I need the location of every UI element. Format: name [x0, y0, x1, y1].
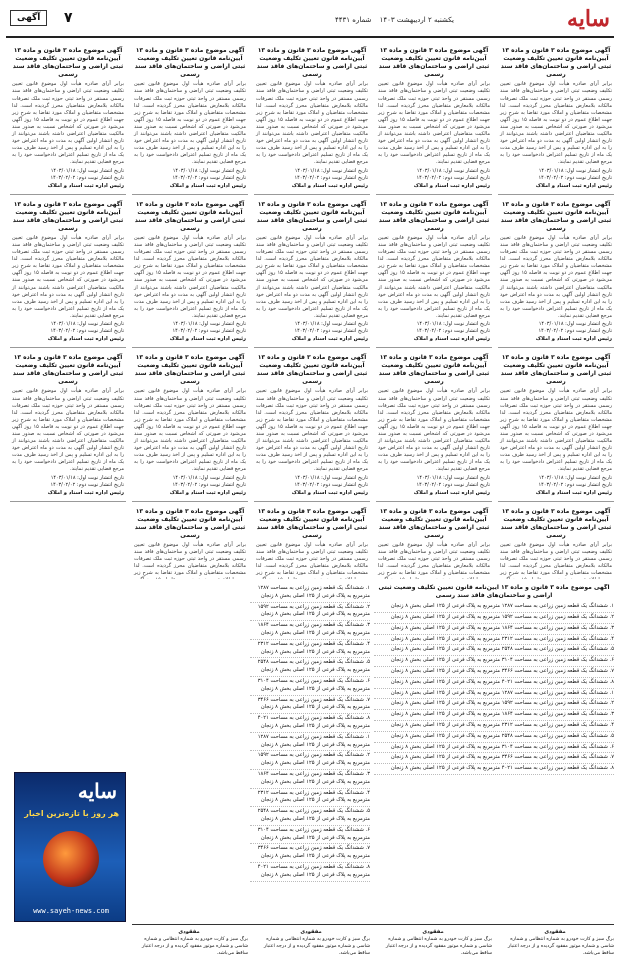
- property-list-item: ۲. ششدانگ یک قطعه زمین زراعی به مساحت ۱۵۹۲ مترمربع به پلاک فرعی از ۱۲۵ اصلی بخش ۸ زنجان: [250, 751, 370, 770]
- notice-second-pub: تاریخ انتشار نوبت دوم: ۱۴۰۳/۰۲/۰۲: [50, 481, 124, 488]
- property-list-item: ۱. ششدانگ یک قطعه زمین زراعی به مساحت ۱۲۸۷ مترمربع به پلاک فرعی از ۱۲۵ اصلی بخش ۸ زنجان: [250, 733, 370, 752]
- notice-first-pub: تاریخ انتشار نوبت اول: ۱۴۰۳/۰۱/۱۸: [50, 321, 124, 328]
- notice-signature: رئیس اداره ثبت اسناد و املاک: [169, 336, 246, 343]
- notice-second-pub: تاریخ انتشار نوبت دوم: ۱۴۰۳/۰۲/۰۲: [538, 481, 612, 488]
- notice-first-pub: تاریخ انتشار نوبت اول: ۱۴۰۳/۰۱/۱۸: [538, 321, 612, 328]
- lost-notice: [130, 929, 248, 957]
- legal-notice: [254, 351, 370, 502]
- property-list-item: ۳. ششدانگ یک قطعه زمین زراعی به مساحت ۱۸۶۴ مترمربع به پلاک فرعی از ۱۲۵ اصلی بخش ۸ زنجان: [374, 624, 614, 635]
- notice-body: برابر آرای صادره هیأت اول موضوع قانون تعیین تکلیف وضعیت ثبتی اراضی و ساختمان‌های فاقد سند رسمی مستقر در واحد ثبتی حوزه ثبت ملک تصرفات مالکانه بلامعارض متقاضیان محرز گردیده است. لذا مشخصات متقاضیان و املاک مورد تقاضا به شرح زیر: [256, 541, 368, 577]
- notice-title: آگهی موضوع ماده ۳ قانون و ماده ۱۳ آیین‌نامه قانون تعیین تکلیف وضعیت ثبتی اراضی و ساختمان‌های فاقد سند رسمی: [500, 354, 612, 386]
- lost-notice-text: برگ سبز و کارت خودرو به شماره انتظامی و شماره شاسی و شماره موتور مفقود گردیده و از درجه اعتبار ساقط می‌باشد.: [263, 937, 370, 956]
- lost-notice-title: مفقودی: [544, 929, 566, 935]
- property-list-item: ۴. ششدانگ یک قطعه زمین زراعی به مساحت ۲۳۱۲ مترمربع به پلاک فرعی از ۱۲۵ اصلی بخش ۸ زنجان: [250, 640, 370, 659]
- notice-first-pub: تاریخ انتشار نوبت اول: ۱۴۰۳/۰۱/۱۸: [416, 321, 490, 328]
- notice-body: برابر آرای صادره هیأت اول موضوع قانون تعیین تکلیف وضعیت ثبتی اراضی و ساختمان‌های فاقد سند رسمی مستقر در واحد ثبتی حوزه ثبت ملک تصرفات مالکانه بلامعارض متقاضیان محرز گردیده است. لذا مشخصات متقاضیان و املاک مورد تقاضا به شرح زیر: [500, 541, 612, 577]
- legal-notice: [376, 198, 492, 349]
- notice-title: آگهی موضوع ماده ۳ قانون و ماده ۱۳ آیین‌نامه قانون تعیین تکلیف وضعیت ثبتی اراضی و ساختمان‌های فاقد سند رسمی: [256, 354, 368, 386]
- legal-notice: [376, 505, 492, 579]
- column-3: [254, 44, 370, 579]
- notice-second-pub: تاریخ انتشار نوبت دوم: ۱۴۰۳/۰۲/۰۲: [294, 481, 368, 488]
- notice-first-pub: تاریخ انتشار نوبت اول: ۱۴۰۳/۰۱/۱۸: [416, 167, 490, 174]
- notice-second-pub: تاریخ انتشار نوبت دوم: ۱۴۰۳/۰۲/۰۲: [50, 174, 124, 181]
- newspaper-page: [6, 4, 614, 954]
- column-1: [498, 44, 614, 579]
- notice-body: برابر آرای صادره هیأت اول موضوع قانون تعیین تکلیف وضعیت ثبتی اراضی و ساختمان‌های فاقد سند رسمی مستقر در واحد ثبتی حوزه ثبت ملک تصرفات مالکانه بلامعارض متقاضیان محرز گردیده است. لذا مشخصات متقاضیان و املاک مورد تقاضا به شرح زیر: [378, 541, 490, 577]
- column-5: [10, 44, 126, 505]
- notice-signature: رئیس اداره ثبت اسناد و املاک: [169, 182, 246, 189]
- property-list-item: ۸. ششدانگ یک قطعه زمین زراعی به مساحت ۴۰۲۱ مترمربع به پلاک فرعی از ۱۲۵ اصلی بخش ۸ زنجان: [374, 678, 614, 689]
- promo-url[interactable]: www.sayeh-news.com: [33, 907, 109, 915]
- notice-body: برابر آرای صادره هیأت اول موضوع قانون تعیین تکلیف وضعیت ثبتی اراضی و ساختمان‌های فاقد سند رسمی مستقر در واحد ثبتی حوزه ثبت ملک تصرفات مالکانه بلامعارض متقاضیان محرز گردیده است. لذا مشخصات متقاضیان و املاک مورد تقاضا به شرح زیر جهت اطلاع عموم در دو نوبت به فاصله ۱۵ روز آگهی می‌شود در صورتی که اشخاص نسبت به صدور سند مالکیت متقاضیان اعتراضی داشته باشند می‌توانند از تاریخ انتشار اولین آگهی به مدت دو ماه اعتراض خود را به این اداره تسلیم و پس از اخذ رسید ظرف مدت یک ماه از تاریخ تسلیم اعتراض دادخواست خود را به مرجع قضایی تقدیم نمایند.: [500, 234, 612, 319]
- legal-notice: [132, 44, 248, 195]
- legal-notice: [254, 44, 370, 195]
- notice-second-pub: تاریخ انتشار نوبت دوم: ۱۴۰۳/۰۲/۰۲: [50, 328, 124, 335]
- notice-title: آگهی موضوع ماده ۳ قانون و ماده ۱۳ آیین‌نامه قانون تعیین تکلیف وضعیت ثبتی اراضی و ساختمان‌های فاقد سند رسمی: [256, 47, 368, 79]
- notice-title: آگهی موضوع ماده ۳ قانون و ماده ۱۳ آیین‌نامه قانون تعیین تکلیف وضعیت ثبتی اراضی و ساختمان‌های فاقد سند رسمی: [12, 47, 124, 79]
- property-list-item: ۵. ششدانگ یک قطعه زمین زراعی به مساحت ۲۵۴۸ مترمربع به پلاک فرعی از ۱۲۵ اصلی بخش ۸ زنجان: [374, 645, 614, 656]
- notice-title: آگهی موضوع ماده ۳ قانون و ماده ۱۳ آیین‌نامه قانون تعیین تکلیف وضعیت ثبتی اراضی و ساختمان‌های فاقد سند رسمی: [134, 47, 246, 79]
- notice-body: برابر آرای صادره هیأت اول موضوع قانون تعیین تکلیف وضعیت ثبتی اراضی و ساختمان‌های فاقد سند رسمی مستقر در واحد ثبتی حوزه ثبت ملک تصرفات مالکانه بلامعارض متقاضیان محرز گردیده است. لذا مشخصات متقاضیان و املاک مورد تقاضا به شرح زیر جهت اطلاع عموم در دو نوبت به فاصله ۱۵ روز آگهی می‌شود در صورتی که اشخاص نسبت به صدور سند مالکیت متقاضیان اعتراضی داشته باشند می‌توانند از تاریخ انتشار اولین آگهی به مدت دو ماه اعتراض خود را به این اداره تسلیم و پس از اخذ رسید ظرف مدت یک ماه از تاریخ تسلیم اعتراض دادخواست خود را به مرجع قضایی تقدیم نمایند.: [378, 81, 490, 166]
- notice-title: آگهی موضوع ماده ۳ قانون و ماده ۱۳ آیین‌نامه قانون تعیین تکلیف وضعیت ثبتی اراضی و ساختمان‌های فاقد سند رسمی: [500, 200, 612, 232]
- notice-signature: رئیس اداره ثبت اسناد و املاک: [535, 336, 612, 343]
- column-2: [376, 44, 492, 579]
- notice-signature: رئیس اداره ثبت اسناد و املاک: [291, 489, 368, 496]
- notice-body: برابر آرای صادره هیأت اول موضوع قانون تعیین تکلیف وضعیت ثبتی اراضی و ساختمان‌های فاقد سند رسمی مستقر در واحد ثبتی حوزه ثبت ملک تصرفات مالکانه بلامعارض متقاضیان محرز گردیده است. لذا مشخصات متقاضیان و املاک مورد تقاضا به شرح زیر جهت اطلاع عموم در دو نوبت به فاصله ۱۵ روز آگهی می‌شود در صورتی که اشخاص نسبت به صدور سند مالکیت متقاضیان اعتراضی داشته باشند می‌توانند از تاریخ انتشار اولین آگهی به مدت دو ماه اعتراض خود را به این اداره تسلیم و پس از اخذ رسید ظرف مدت یک ماه از تاریخ تسلیم اعتراض دادخواست خود را به مرجع قضایی تقدیم نمایند.: [134, 388, 246, 473]
- notice-second-pub: تاریخ انتشار نوبت دوم: ۱۴۰۳/۰۲/۰۲: [172, 481, 246, 488]
- property-list-item: ۱. ششدانگ یک قطعه زمین زراعی به مساحت ۱۲۸۷ مترمربع به پلاک فرعی از ۱۲۵ اصلی بخش ۸ زنجان: [374, 689, 614, 700]
- notice-body: برابر آرای صادره هیأت اول موضوع قانون تعیین تکلیف وضعیت ثبتی اراضی و ساختمان‌های فاقد سند رسمی مستقر در واحد ثبتی حوزه ثبت ملک تصرفات مالکانه بلامعارض متقاضیان محرز گردیده است. لذا مشخصات متقاضیان و املاک مورد تقاضا به شرح زیر جهت اطلاع عموم در دو نوبت به فاصله ۱۵ روز آگهی می‌شود در صورتی که اشخاص نسبت به صدور سند مالکیت متقاضیان اعتراضی داشته باشند می‌توانند از تاریخ انتشار اولین آگهی به مدت دو ماه اعتراض خود را به این اداره تسلیم و پس از اخذ رسید ظرف مدت یک ماه از تاریخ تسلیم اعتراض دادخواست خود را به مرجع قضایی تقدیم نمایند.: [134, 234, 246, 319]
- legal-notice: [254, 505, 370, 579]
- notice-title: آگهی موضوع ماده ۳ قانون و ماده ۱۳ آیین‌نامه قانون تعیین تکلیف وضعیت ثبتی اراضی و ساختمان‌های فاقد سند رسمی: [378, 47, 490, 79]
- legal-notice: [132, 198, 248, 349]
- property-list-item: ۸. ششدانگ یک قطعه زمین زراعی به مساحت ۴۰۲۱ مترمربع به پلاک فرعی از ۱۲۵ اصلی بخش ۸ زنجان: [374, 764, 614, 775]
- property-list-item: ۸. ششدانگ یک قطعه زمین زراعی به مساحت ۴۰۲۱ مترمربع به پلاک فرعی از ۱۲۵ اصلی بخش ۸ زنجان: [250, 863, 370, 882]
- legal-notice: [498, 198, 614, 349]
- notice-body: برابر آرای صادره هیأت اول موضوع قانون تعیین تکلیف وضعیت ثبتی اراضی و ساختمان‌های فاقد سند رسمی مستقر در واحد ثبتی حوزه ثبت ملک تصرفات مالکانه بلامعارض متقاضیان محرز گردیده است. لذا مشخصات متقاضیان و املاک مورد تقاضا به شرح زیر جهت اطلاع عموم در دو نوبت به فاصله ۱۵ روز آگهی می‌شود در صورتی که اشخاص نسبت به صدور سند مالکیت متقاضیان اعتراضی داشته باشند می‌توانند از تاریخ انتشار اولین آگهی به مدت دو ماه اعتراض خود را به این اداره تسلیم و پس از اخذ رسید ظرف مدت یک ماه از تاریخ تسلیم اعتراض دادخواست خود را به مرجع قضایی تقدیم نمایند.: [12, 234, 124, 319]
- notice-body: برابر آرای صادره هیأت اول موضوع قانون تعیین تکلیف وضعیت ثبتی اراضی و ساختمان‌های فاقد سند رسمی مستقر در واحد ثبتی حوزه ثبت ملک تصرفات مالکانه بلامعارض متقاضیان محرز گردیده است. لذا مشخصات متقاضیان و املاک مورد تقاضا به شرح زیر جهت اطلاع عموم در دو نوبت به فاصله ۱۵ روز آگهی می‌شود در صورتی که اشخاص نسبت به صدور سند مالکیت متقاضیان اعتراضی داشته باشند می‌توانند از تاریخ انتشار اولین آگهی به مدت دو ماه اعتراض خود را به این اداره تسلیم و پس از اخذ رسید ظرف مدت یک ماه از تاریخ تسلیم اعتراض دادخواست خود را به مرجع قضایی تقدیم نمایند.: [500, 81, 612, 166]
- notice-body: برابر آرای صادره هیأت اول موضوع قانون تعیین تکلیف وضعیت ثبتی اراضی و ساختمان‌های فاقد سند رسمی مستقر در واحد ثبتی حوزه ثبت ملک تصرفات مالکانه بلامعارض متقاضیان محرز گردیده است. لذا مشخصات متقاضیان و املاک مورد تقاضا به شرح زیر جهت اطلاع عموم در دو نوبت به فاصله ۱۵ روز آگهی می‌شود در صورتی که اشخاص نسبت به صدور سند مالکیت متقاضیان اعتراضی داشته باشند می‌توانند از تاریخ انتشار اولین آگهی به مدت دو ماه اعتراض خود را به این اداره تسلیم و پس از اخذ رسید ظرف مدت یک ماه از تاریخ تسلیم اعتراض دادخواست خود را به مرجع قضایی تقدیم نمایند.: [256, 81, 368, 166]
- lost-notice: [252, 929, 370, 957]
- notice-second-pub: تاریخ انتشار نوبت دوم: ۱۴۰۳/۰۲/۰۲: [538, 328, 612, 335]
- notice-first-pub: تاریخ انتشار نوبت اول: ۱۴۰۳/۰۱/۱۸: [172, 474, 246, 481]
- section-label: آگهی: [10, 10, 47, 26]
- legal-notice: [498, 505, 614, 579]
- property-list-item: ۶. ششدانگ یک قطعه زمین زراعی به مساحت ۳۱۰۴ مترمربع به پلاک فرعی از ۱۲۵ اصلی بخش ۸ زنجان: [250, 677, 370, 696]
- notice-first-pub: تاریخ انتشار نوبت اول: ۱۴۰۳/۰۱/۱۸: [50, 167, 124, 174]
- notice-first-pub: تاریخ انتشار نوبت اول: ۱۴۰۳/۰۱/۱۸: [50, 474, 124, 481]
- notice-second-pub: تاریخ انتشار نوبت دوم: ۱۴۰۳/۰۲/۰۲: [416, 174, 490, 181]
- notice-title: آگهی موضوع ماده ۳ قانون و ماده ۱۳ آیین‌نامه قانون تعیین تکلیف وضعیت ثبتی اراضی و ساختمان‌های فاقد سند رسمی: [12, 354, 124, 386]
- notice-signature: رئیس اداره ثبت اسناد و املاک: [169, 489, 246, 496]
- property-list-item: ۴. ششدانگ یک قطعه زمین زراعی به مساحت ۲۳۱۲ مترمربع به پلاک فرعی از ۱۲۵ اصلی بخش ۸ زنجان: [374, 635, 614, 646]
- notice-second-pub: تاریخ انتشار نوبت دوم: ۱۴۰۳/۰۲/۰۲: [172, 174, 246, 181]
- property-list-item: ۳. ششدانگ یک قطعه زمین زراعی به مساحت ۱۸۶۴ مترمربع به پلاک فرعی از ۱۲۵ اصلی بخش ۸ زنجان: [250, 621, 370, 640]
- property-list-item: ۸. ششدانگ یک قطعه زمین زراعی به مساحت ۴۰۲۱ مترمربع به پلاک فرعی از ۱۲۵ اصلی بخش ۸ زنجان: [250, 714, 370, 733]
- legal-notice: [376, 44, 492, 195]
- property-list-item: ۷. ششدانگ یک قطعه زمین زراعی به مساحت ۳۴۶۶ مترمربع به پلاک فرعی از ۱۲۵ اصلی بخش ۸ زنجان: [374, 667, 614, 678]
- property-list-item: ۶. ششدانگ یک قطعه زمین زراعی به مساحت ۳۱۰۴ مترمربع به پلاک فرعی از ۱۲۵ اصلی بخش ۸ زنجان: [250, 826, 370, 845]
- property-list-item: ۶. ششدانگ یک قطعه زمین زراعی به مساحت ۳۱۰۴ مترمربع به پلاک فرعی از ۱۲۵ اصلی بخش ۸ زنجان: [374, 743, 614, 754]
- notice-signature: رئیس اداره ثبت اسناد و املاک: [291, 336, 368, 343]
- notice-signature: رئیس اداره ثبت اسناد و املاک: [413, 182, 490, 189]
- notice-body: برابر آرای صادره هیأت اول موضوع قانون تعیین تکلیف وضعیت ثبتی اراضی و ساختمان‌های فاقد سند رسمی مستقر در واحد ثبتی حوزه ثبت ملک تصرفات مالکانه بلامعارض متقاضیان محرز گردیده است. لذا مشخصات متقاضیان و املاک مورد تقاضا به شرح زیر جهت اطلاع عموم در دو نوبت به فاصله ۱۵ روز آگهی می‌شود در صورتی که اشخاص نسبت به صدور سند مالکیت متقاضیان اعتراضی داشته باشند می‌توانند از تاریخ انتشار اولین آگهی به مدت دو ماه اعتراض خود را به این اداره تسلیم و پس از اخذ رسید ظرف مدت یک ماه از تاریخ تسلیم اعتراض دادخواست خود را به مرجع قضایی تقدیم نمایند.: [378, 388, 490, 473]
- legal-notice: [10, 44, 126, 195]
- notice-title: آگهی موضوع ماده ۳ قانون و ماده ۱۳ آیین‌نامه قانون تعیین تکلیف وضعیت ثبتی اراضی و ساختمان‌های فاقد سند رسمی: [256, 200, 368, 232]
- notice-title: آگهی موضوع ماده ۳ قانون و ماده ۱۳ آیین‌نامه قانون تعیین تکلیف وضعیت ثبتی اراضی و ساختمان‌های فاقد سند رسمی: [500, 507, 612, 539]
- notice-signature: رئیس اداره ثبت اسناد و املاک: [47, 489, 124, 496]
- lost-notice-title: مفقودی: [300, 929, 322, 935]
- notice-body: برابر آرای صادره هیأت اول موضوع قانون تعیین تکلیف وضعیت ثبتی اراضی و ساختمان‌های فاقد سند رسمی مستقر در واحد ثبتی حوزه ثبت ملک تصرفات مالکانه بلامعارض متقاضیان محرز گردیده است. لذا مشخصات متقاضیان و املاک مورد تقاضا به شرح زیر جهت اطلاع عموم در دو نوبت به فاصله ۱۵ روز آگهی می‌شود در صورتی که اشخاص نسبت به صدور سند مالکیت متقاضیان اعتراضی داشته باشند می‌توانند از تاریخ انتشار اولین آگهی به مدت دو ماه اعتراض خود را به این اداره تسلیم و پس از اخذ رسید ظرف مدت یک ماه از تاریخ تسلیم اعتراض دادخواست خود را به مرجع قضایی تقدیم نمایند.: [256, 234, 368, 319]
- notice-signature: رئیس اداره ثبت اسناد و املاک: [47, 336, 124, 343]
- issue-meta: [329, 16, 454, 24]
- notice-second-pub: تاریخ انتشار نوبت دوم: ۱۴۰۳/۰۲/۰۲: [416, 328, 490, 335]
- newspaper-logo: سایه: [566, 6, 610, 32]
- notice-body: برابر آرای صادره هیأت اول موضوع قانون تعیین تکلیف وضعیت ثبتی اراضی و ساختمان‌های فاقد سند رسمی مستقر در واحد ثبتی حوزه ثبت ملک تصرفات مالکانه بلامعارض متقاضیان محرز گردیده است. لذا مشخصات متقاضیان و املاک مورد تقاضا به شرح زیر جهت اطلاع عموم در دو نوبت به فاصله ۱۵ روز آگهی می‌شود در صورتی که اشخاص نسبت به صدور سند مالکیت متقاضیان اعتراضی داشته باشند می‌توانند از تاریخ انتشار اولین آگهی به مدت دو ماه اعتراض خود را به این اداره تسلیم و پس از اخذ رسید ظرف مدت یک ماه از تاریخ تسلیم اعتراض دادخواست خود را به مرجع قضایی تقدیم نمایند.: [134, 81, 246, 166]
- notice-title: آگهی موضوع ماده ۳ قانون و ماده ۱۳ آیین‌نامه قانون تعیین تکلیف وضعیت ثبتی اراضی و ساختمان‌های فاقد سند رسمی: [378, 200, 490, 232]
- notice-body: برابر آرای صادره هیأت اول موضوع قانون تعیین تکلیف وضعیت ثبتی اراضی و ساختمان‌های فاقد سند رسمی مستقر در واحد ثبتی حوزه ثبت ملک تصرفات مالکانه بلامعارض متقاضیان محرز گردیده است. لذا مشخصات متقاضیان و املاک مورد تقاضا به شرح زیر جهت اطلاع عموم در دو نوبت به فاصله ۱۵ روز آگهی می‌شود در صورتی که اشخاص نسبت به صدور سند مالکیت متقاضیان اعتراضی داشته باشند می‌توانند از تاریخ انتشار اولین آگهی به مدت دو ماه اعتراض خود را به این اداره تسلیم و پس از اخذ رسید ظرف مدت یک ماه از تاریخ تسلیم اعتراض دادخواست خود را به مرجع قضایی تقدیم نمایند.: [500, 388, 612, 473]
- property-list-item: ۶. ششدانگ یک قطعه زمین زراعی به مساحت ۳۱۰۴ مترمربع به پلاک فرعی از ۱۲۵ اصلی بخش ۸ زنجان: [374, 656, 614, 667]
- notice-body: برابر آرای صادره هیأت اول موضوع قانون تعیین تکلیف وضعیت ثبتی اراضی و ساختمان‌های فاقد سند رسمی مستقر در واحد ثبتی حوزه ثبت ملک تصرفات مالکانه بلامعارض متقاضیان محرز گردیده است. لذا مشخصات متقاضیان و املاک مورد تقاضا به شرح زیر جهت اطلاع عموم در دو نوبت به فاصله ۱۵ روز آگهی می‌شود در صورتی که اشخاص نسبت به صدور سند مالکیت متقاضیان اعتراضی داشته باشند می‌توانند از تاریخ انتشار اولین آگهی به مدت دو ماه اعتراض خود را به این اداره تسلیم و پس از اخذ رسید ظرف مدت یک ماه از تاریخ تسلیم اعتراض دادخواست خود را به مرجع قضایی تقدیم نمایند.: [256, 388, 368, 473]
- property-list-item: ۱. ششدانگ یک قطعه زمین زراعی به مساحت ۱۲۸۷ مترمربع به پلاک فرعی از ۱۲۵ اصلی بخش ۸ زنجان: [374, 602, 614, 613]
- promo-logo: سایه: [77, 779, 117, 803]
- notice-body: برابر آرای صادره هیأت اول موضوع قانون تعیین تکلیف وضعیت ثبتی اراضی و ساختمان‌های فاقد سند رسمی مستقر در واحد ثبتی حوزه ثبت ملک تصرفات مالکانه بلامعارض متقاضیان محرز گردیده است. لذا مشخصات متقاضیان و املاک مورد تقاضا به شرح زیر جهت اطلاع عموم در دو نوبت به فاصله ۱۵ روز آگهی می‌شود در صورتی که اشخاص نسبت به صدور سند مالکیت متقاضیان اعتراضی داشته باشند می‌توانند از تاریخ انتشار اولین آگهی به مدت دو ماه اعتراض خود را به این اداره تسلیم و پس از اخذ رسید ظرف مدت یک ماه از تاریخ تسلیم اعتراض دادخواست خود را به مرجع قضایی تقدیم نمایند.: [12, 81, 124, 166]
- property-list-item: ۷. ششدانگ یک قطعه زمین زراعی به مساحت ۳۴۶۶ مترمربع به پلاک فرعی از ۱۲۵ اصلی بخش ۸ زنجان: [374, 753, 614, 764]
- lost-notice: [496, 929, 614, 957]
- notice-title: آگهی موضوع ماده ۳ قانون و ماده ۱۳ آیین‌نامه قانون تعیین تکلیف وضعیت ثبتی اراضی و ساختمان‌های فاقد سند رسمی: [12, 200, 124, 232]
- legal-notice: [132, 505, 248, 579]
- notice-title: آگهی موضوع ماده ۳ قانون و ماده ۱۳ آیین‌نامه قانون تعیین تکلیف وضعیت ثبتی اراضی و ساختمان‌های فاقد سند رسمی: [500, 47, 612, 79]
- notice-signature: رئیس اداره ثبت اسناد و املاک: [291, 182, 368, 189]
- notice-title: آگهی موضوع ماده ۳ قانون و ماده ۱۳ آیین‌نامه قانون تعیین تکلیف وضعیت ثبتی اراضی و ساختمان‌های فاقد سند رسمی: [134, 200, 246, 232]
- property-list-item: ۷. ششدانگ یک قطعه زمین زراعی به مساحت ۳۴۶۶ مترمربع به پلاک فرعی از ۱۲۵ اصلی بخش ۸ زنجان: [250, 844, 370, 863]
- globe-icon: [43, 831, 99, 887]
- notice-second-pub: تاریخ انتشار نوبت دوم: ۱۴۰۳/۰۲/۰۲: [416, 481, 490, 488]
- notice-second-pub: تاریخ انتشار نوبت دوم: ۱۴۰۳/۰۲/۰۲: [294, 174, 368, 181]
- notice-second-pub: تاریخ انتشار نوبت دوم: ۱۴۰۳/۰۲/۰۲: [538, 174, 612, 181]
- notice-body: برابر آرای صادره هیأت اول موضوع قانون تعیین تکلیف وضعیت ثبتی اراضی و ساختمان‌های فاقد سند رسمی مستقر در واحد ثبتی حوزه ثبت ملک تصرفات مالکانه بلامعارض متقاضیان محرز گردیده است. لذا مشخصات متقاضیان و املاک مورد تقاضا به شرح زیر جهت اطلاع عموم در دو نوبت به فاصله ۱۵ روز آگهی می‌شود در صورتی که اشخاص نسبت به صدور سند مالکیت متقاضیان اعتراضی داشته باشند می‌توانند از تاریخ انتشار اولین آگهی به مدت دو ماه اعتراض خود را به این اداره تسلیم و پس از اخذ رسید ظرف مدت یک ماه از تاریخ تسلیم اعتراض دادخواست خود را به مرجع قضایی تقدیم نمایند.: [378, 234, 490, 319]
- notice-signature: رئیس اداره ثبت اسناد و املاک: [535, 182, 612, 189]
- notice-title: آگهی موضوع ماده ۳ قانون و ماده ۱۳ آیین‌نامه قانون تعیین تکلیف وضعیت ثبتی اراضی و ساختمان‌های فاقد سند رسمی: [378, 354, 490, 386]
- lost-notice-text: برگ سبز و کارت خودرو به شماره انتظامی و شماره شاسی و شماره موتور مفقود گردیده و از درجه اعتبار ساقط می‌باشد.: [385, 937, 492, 956]
- property-list-item: ۲. ششدانگ یک قطعه زمین زراعی به مساحت ۱۵۹۲ مترمربع به پلاک فرعی از ۱۲۵ اصلی بخش ۸ زنجان: [374, 699, 614, 710]
- masthead: [6, 4, 614, 38]
- issue-number: شماره ۴۴۳۱: [335, 16, 372, 24]
- list-title: آگهی موضوع ماده ۳ قانون و ماده ۱۳ آیین‌نامه قانون تعیین تکلیف وضعیت ثبتی اراضی و ساختمان‌های فاقد سند رسمی: [378, 584, 610, 600]
- legal-notice: [132, 351, 248, 502]
- notice-title: آگهی موضوع ماده ۳ قانون و ماده ۱۳ آیین‌نامه قانون تعیین تکلیف وضعیت ثبتی اراضی و ساختمان‌های فاقد سند رسمی: [134, 354, 246, 386]
- property-list-item: ۵. ششدانگ یک قطعه زمین زراعی به مساحت ۲۵۴۸ مترمربع به پلاک فرعی از ۱۲۵ اصلی بخش ۸ زنجان: [374, 732, 614, 743]
- notice-body: برابر آرای صادره هیأت اول موضوع قانون تعیین تکلیف وضعیت ثبتی اراضی و ساختمان‌های فاقد سند رسمی مستقر در واحد ثبتی حوزه ثبت ملک تصرفات مالکانه بلامعارض متقاضیان محرز گردیده است. لذا مشخصات متقاضیان و املاک مورد تقاضا به شرح زیر: [134, 541, 246, 577]
- notice-first-pub: تاریخ انتشار نوبت اول: ۱۴۰۳/۰۱/۱۸: [416, 474, 490, 481]
- notice-first-pub: تاریخ انتشار نوبت اول: ۱۴۰۳/۰۱/۱۸: [538, 167, 612, 174]
- notice-signature: رئیس اداره ثبت اسناد و املاک: [535, 489, 612, 496]
- legal-notice: [498, 351, 614, 502]
- property-list-item: ۵. ششدانگ یک قطعه زمین زراعی به مساحت ۲۵۴۸ مترمربع به پلاک فرعی از ۱۲۵ اصلی بخش ۸ زنجان: [250, 807, 370, 826]
- notice-signature: رئیس اداره ثبت اسناد و املاک: [413, 489, 490, 496]
- property-list-item: ۳. ششدانگ یک قطعه زمین زراعی به مساحت ۱۸۶۴ مترمربع به پلاک فرعی از ۱۲۵ اصلی بخش ۸ زنجان: [250, 770, 370, 789]
- promo-slogan: هر روز با تازه‌ترین اخبار: [24, 809, 119, 818]
- property-list-item: ۴. ششدانگ یک قطعه زمین زراعی به مساحت ۲۳۱۲ مترمربع به پلاک فرعی از ۱۲۵ اصلی بخش ۸ زنجان: [250, 789, 370, 808]
- column-4: [132, 44, 248, 579]
- lost-notice-text: برگ سبز و کارت خودرو به شماره انتظامی و شماره شاسی و شماره موتور مفقود گردیده و از درجه اعتبار ساقط می‌باشد.: [141, 937, 248, 956]
- lost-notice-text: برگ سبز و کارت خودرو به شماره انتظامی و شماره شاسی و شماره موتور مفقود گردیده و از درجه اعتبار ساقط می‌باشد.: [507, 937, 614, 956]
- property-list-item: ۵. ششدانگ یک قطعه زمین زراعی به مساحت ۲۵۴۸ مترمربع به پلاک فرعی از ۱۲۵ اصلی بخش ۸ زنجان: [250, 658, 370, 677]
- issue-date: یکشنبه ۲ اردیبهشت ۱۴۰۳: [379, 16, 454, 24]
- lost-notice-title: مفقودی: [422, 929, 444, 935]
- lost-notice-title: مفقودی: [178, 929, 200, 935]
- property-list-item: ۷. ششدانگ یک قطعه زمین زراعی به مساحت ۳۴۶۶ مترمربع به پلاک فرعی از ۱۲۵ اصلی بخش ۸ زنجان: [250, 696, 370, 715]
- notice-first-pub: تاریخ انتشار نوبت اول: ۱۴۰۳/۰۱/۱۸: [538, 474, 612, 481]
- lost-notice: [374, 929, 492, 957]
- property-list-item: ۳. ششدانگ یک قطعه زمین زراعی به مساحت ۱۸۶۴ مترمربع به پلاک فرعی از ۱۲۵ اصلی بخش ۸ زنجان: [374, 710, 614, 721]
- notice-title: آگهی موضوع ماده ۳ قانون و ماده ۱۳ آیین‌نامه قانون تعیین تکلیف وضعیت ثبتی اراضی و ساختمان‌های فاقد سند رسمی: [134, 507, 246, 539]
- notice-first-pub: تاریخ انتشار نوبت اول: ۱۴۰۳/۰۱/۱۸: [172, 167, 246, 174]
- notice-title: آگهی موضوع ماده ۳ قانون و ماده ۱۳ آیین‌نامه قانون تعیین تکلیف وضعیت ثبتی اراضی و ساختمان‌های فاقد سند رسمی: [256, 507, 368, 539]
- legal-notice: [376, 351, 492, 502]
- legal-notice: [498, 44, 614, 195]
- property-list-item: ۲. ششدانگ یک قطعه زمین زراعی به مساحت ۱۵۹۲ مترمربع به پلاک فرعی از ۱۲۵ اصلی بخش ۸ زنجان: [250, 603, 370, 622]
- notice-second-pub: تاریخ انتشار نوبت دوم: ۱۴۰۳/۰۲/۰۲: [172, 328, 246, 335]
- notice-first-pub: تاریخ انتشار نوبت اول: ۱۴۰۳/۰۱/۱۸: [294, 167, 368, 174]
- notice-signature: رئیس اداره ثبت اسناد و املاک: [47, 182, 124, 189]
- property-list-item: ۴. ششدانگ یک قطعه زمین زراعی به مساحت ۲۳۱۲ مترمربع به پلاک فرعی از ۱۲۵ اصلی بخش ۸ زنجان: [374, 721, 614, 732]
- property-list-item: ۱. ششدانگ یک قطعه زمین زراعی به مساحت ۱۲۸۷ مترمربع به پلاک فرعی از ۱۲۵ اصلی بخش ۸ زنجان: [250, 584, 370, 603]
- notice-body: برابر آرای صادره هیأت اول موضوع قانون تعیین تکلیف وضعیت ثبتی اراضی و ساختمان‌های فاقد سند رسمی مستقر در واحد ثبتی حوزه ثبت ملک تصرفات مالکانه بلامعارض متقاضیان محرز گردیده است. لذا مشخصات متقاضیان و املاک مورد تقاضا به شرح زیر جهت اطلاع عموم در دو نوبت به فاصله ۱۵ روز آگهی می‌شود در صورتی که اشخاص نسبت به صدور سند مالکیت متقاضیان اعتراضی داشته باشند می‌توانند از تاریخ انتشار اولین آگهی به مدت دو ماه اعتراض خود را به این اداره تسلیم و پس از اخذ رسید ظرف مدت یک ماه از تاریخ تسلیم اعتراض دادخواست خود را به مرجع قضایی تقدیم نمایند.: [12, 388, 124, 473]
- notice-first-pub: تاریخ انتشار نوبت اول: ۱۴۰۳/۰۱/۱۸: [172, 321, 246, 328]
- notice-second-pub: تاریخ انتشار نوبت دوم: ۱۴۰۳/۰۲/۰۲: [294, 328, 368, 335]
- page-number: ۷: [64, 10, 73, 26]
- property-list-mid: [250, 584, 370, 882]
- notice-first-pub: تاریخ انتشار نوبت اول: ۱۴۰۳/۰۱/۱۸: [294, 321, 368, 328]
- legal-notice: [10, 351, 126, 502]
- promo-banner[interactable]: [14, 772, 126, 922]
- notice-title: آگهی موضوع ماده ۳ قانون و ماده ۱۳ آیین‌نامه قانون تعیین تکلیف وضعیت ثبتی اراضی و ساختمان‌های فاقد سند رسمی: [378, 507, 490, 539]
- property-list-right: [374, 584, 614, 775]
- legal-notice: [10, 198, 126, 349]
- legal-notice: [254, 198, 370, 349]
- property-list-item: ۲. ششدانگ یک قطعه زمین زراعی به مساحت ۱۵۹۲ مترمربع به پلاک فرعی از ۱۲۵ اصلی بخش ۸ زنجان: [374, 613, 614, 624]
- notice-first-pub: تاریخ انتشار نوبت اول: ۱۴۰۳/۰۱/۱۸: [294, 474, 368, 481]
- notice-signature: رئیس اداره ثبت اسناد و املاک: [413, 336, 490, 343]
- footer-notices: [132, 924, 614, 956]
